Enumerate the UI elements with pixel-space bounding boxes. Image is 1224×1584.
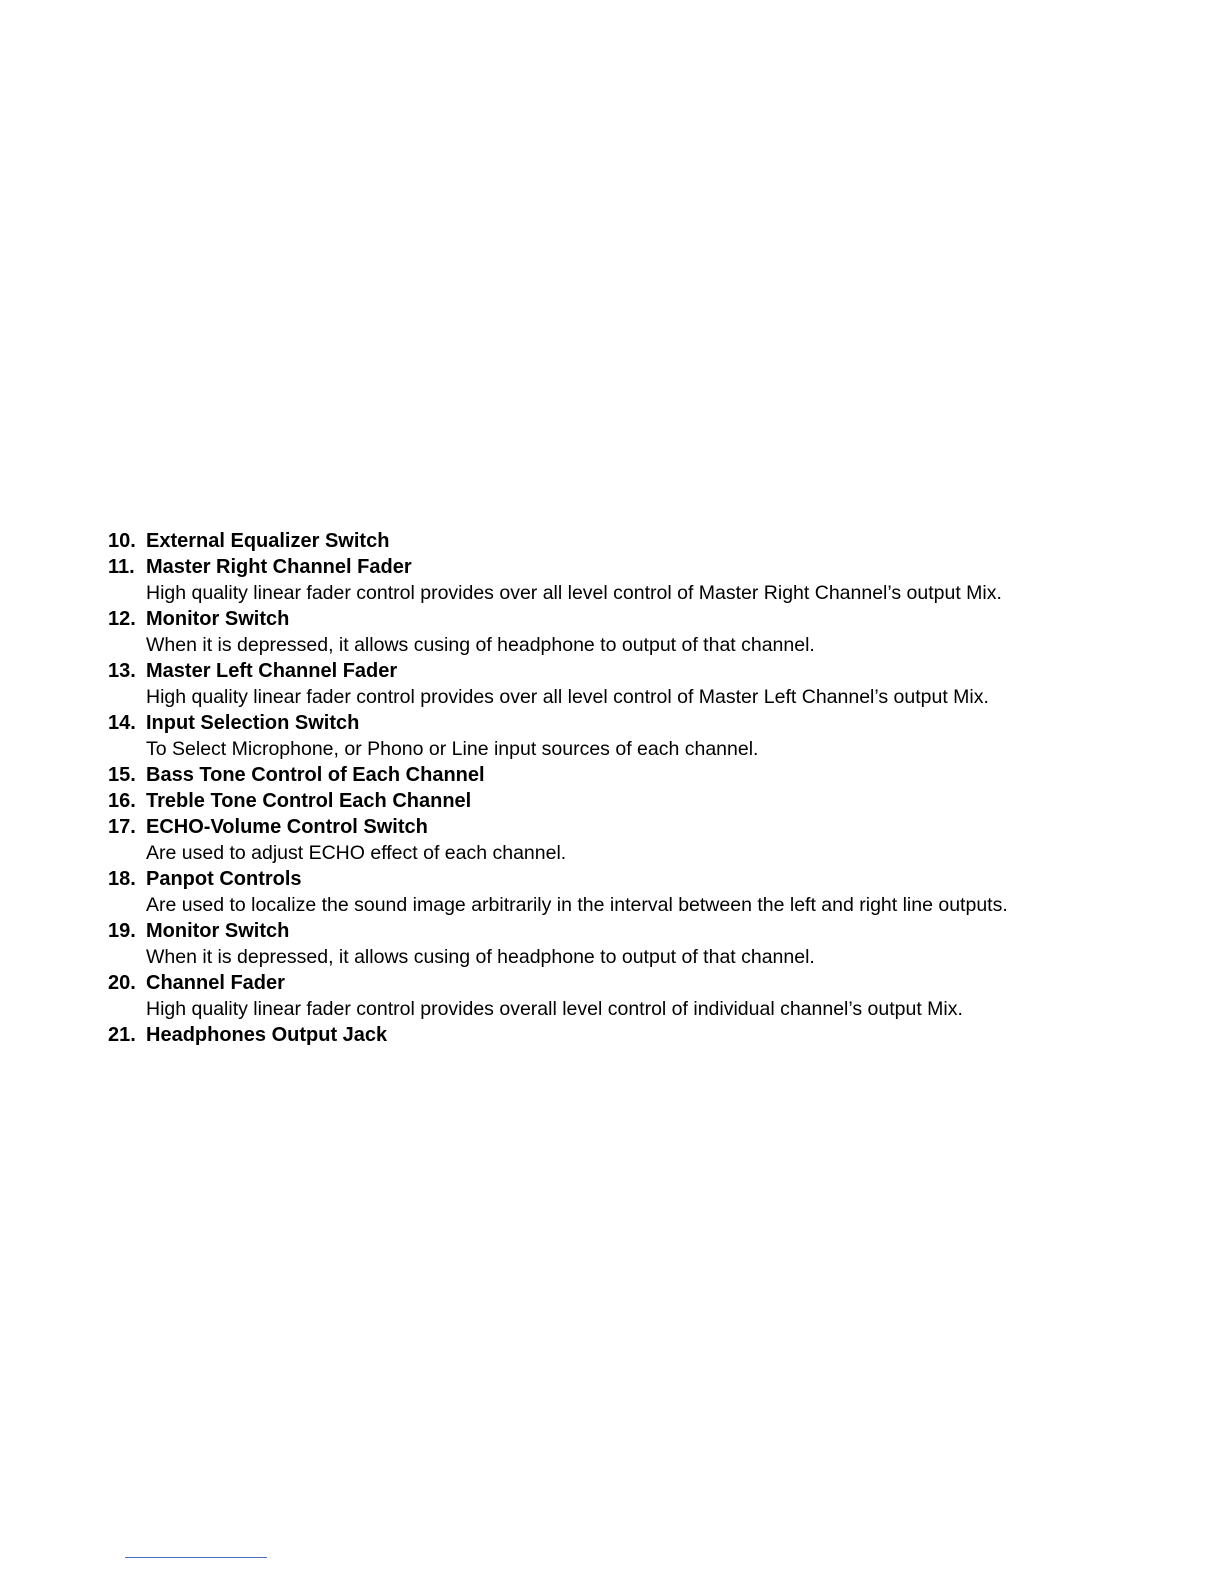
item-number: 11. (108, 556, 135, 578)
item-title-text: External Equalizer Switch (146, 530, 390, 552)
item-21-title (108, 1022, 1188, 1048)
item-number: 16. (108, 790, 136, 812)
item-14-description: To Select Microphone, or Phono or Line input sources of each channel. (146, 738, 759, 760)
item-number: 19. (108, 920, 136, 942)
item-18-description: Are used to localize the sound image arbitrarily in the interval between the left and right line outputs. (146, 894, 1008, 916)
item-number: 21. (108, 1024, 136, 1046)
item-13-title (108, 658, 1188, 684)
item-19-title (108, 918, 1188, 944)
item-title-text: Master Right Channel Fader (146, 556, 412, 578)
item-title-text: Treble Tone Control Each Channel (146, 790, 472, 812)
item-12-title (108, 606, 1188, 632)
item-16-title (108, 788, 1188, 814)
item-number: 12. (108, 608, 136, 630)
item-title-text: Channel Fader (146, 972, 285, 994)
item-title-text: Headphones Output Jack (146, 1024, 388, 1046)
footer-divider (125, 1557, 267, 1558)
item-18-title (108, 866, 1188, 892)
item-title-text: ECHO-Volume Control Switch (146, 816, 428, 838)
item-17-description: Are used to adjust ECHO effect of each channel. (146, 842, 567, 864)
item-15-title (108, 762, 1188, 788)
item-title-text: Master Left Channel Fader (146, 660, 398, 682)
item-20-title (108, 970, 1188, 996)
feature-list (108, 528, 1188, 1048)
item-number: 13. (108, 660, 136, 682)
item-title-text: Monitor Switch (146, 920, 290, 942)
item-title-text: Panpot Controls (146, 868, 302, 890)
item-19-description: When it is depressed, it allows cusing of headphone to output of that channel. (146, 946, 815, 968)
item-number: 20. (108, 972, 136, 994)
item-title-text: Monitor Switch (146, 608, 290, 630)
item-number: 14. (108, 712, 136, 734)
item-number: 15. (108, 764, 136, 786)
item-13-description: High quality linear fader control provides over all level control of Master Left Channel’s output Mix. (146, 686, 989, 708)
item-number: 17. (108, 816, 136, 838)
item-14-title (108, 710, 1188, 736)
item-11-description: High quality linear fader control provides over all level control of Master Right Channel’s output Mix. (146, 582, 1002, 604)
item-number: 10. (108, 530, 136, 552)
item-10-title (108, 528, 1188, 554)
item-17-title (108, 814, 1188, 840)
item-12-description: When it is depressed, it allows cusing of headphone to output of that channel. (146, 634, 815, 656)
item-number: 18. (108, 868, 136, 890)
item-title-text: Input Selection Switch (146, 712, 360, 734)
item-11-title (108, 554, 1188, 580)
item-20-description: High quality linear fader control provides overall level control of individual channel’s output Mix. (146, 998, 963, 1020)
item-title-text: Bass Tone Control of Each Channel (146, 764, 485, 786)
